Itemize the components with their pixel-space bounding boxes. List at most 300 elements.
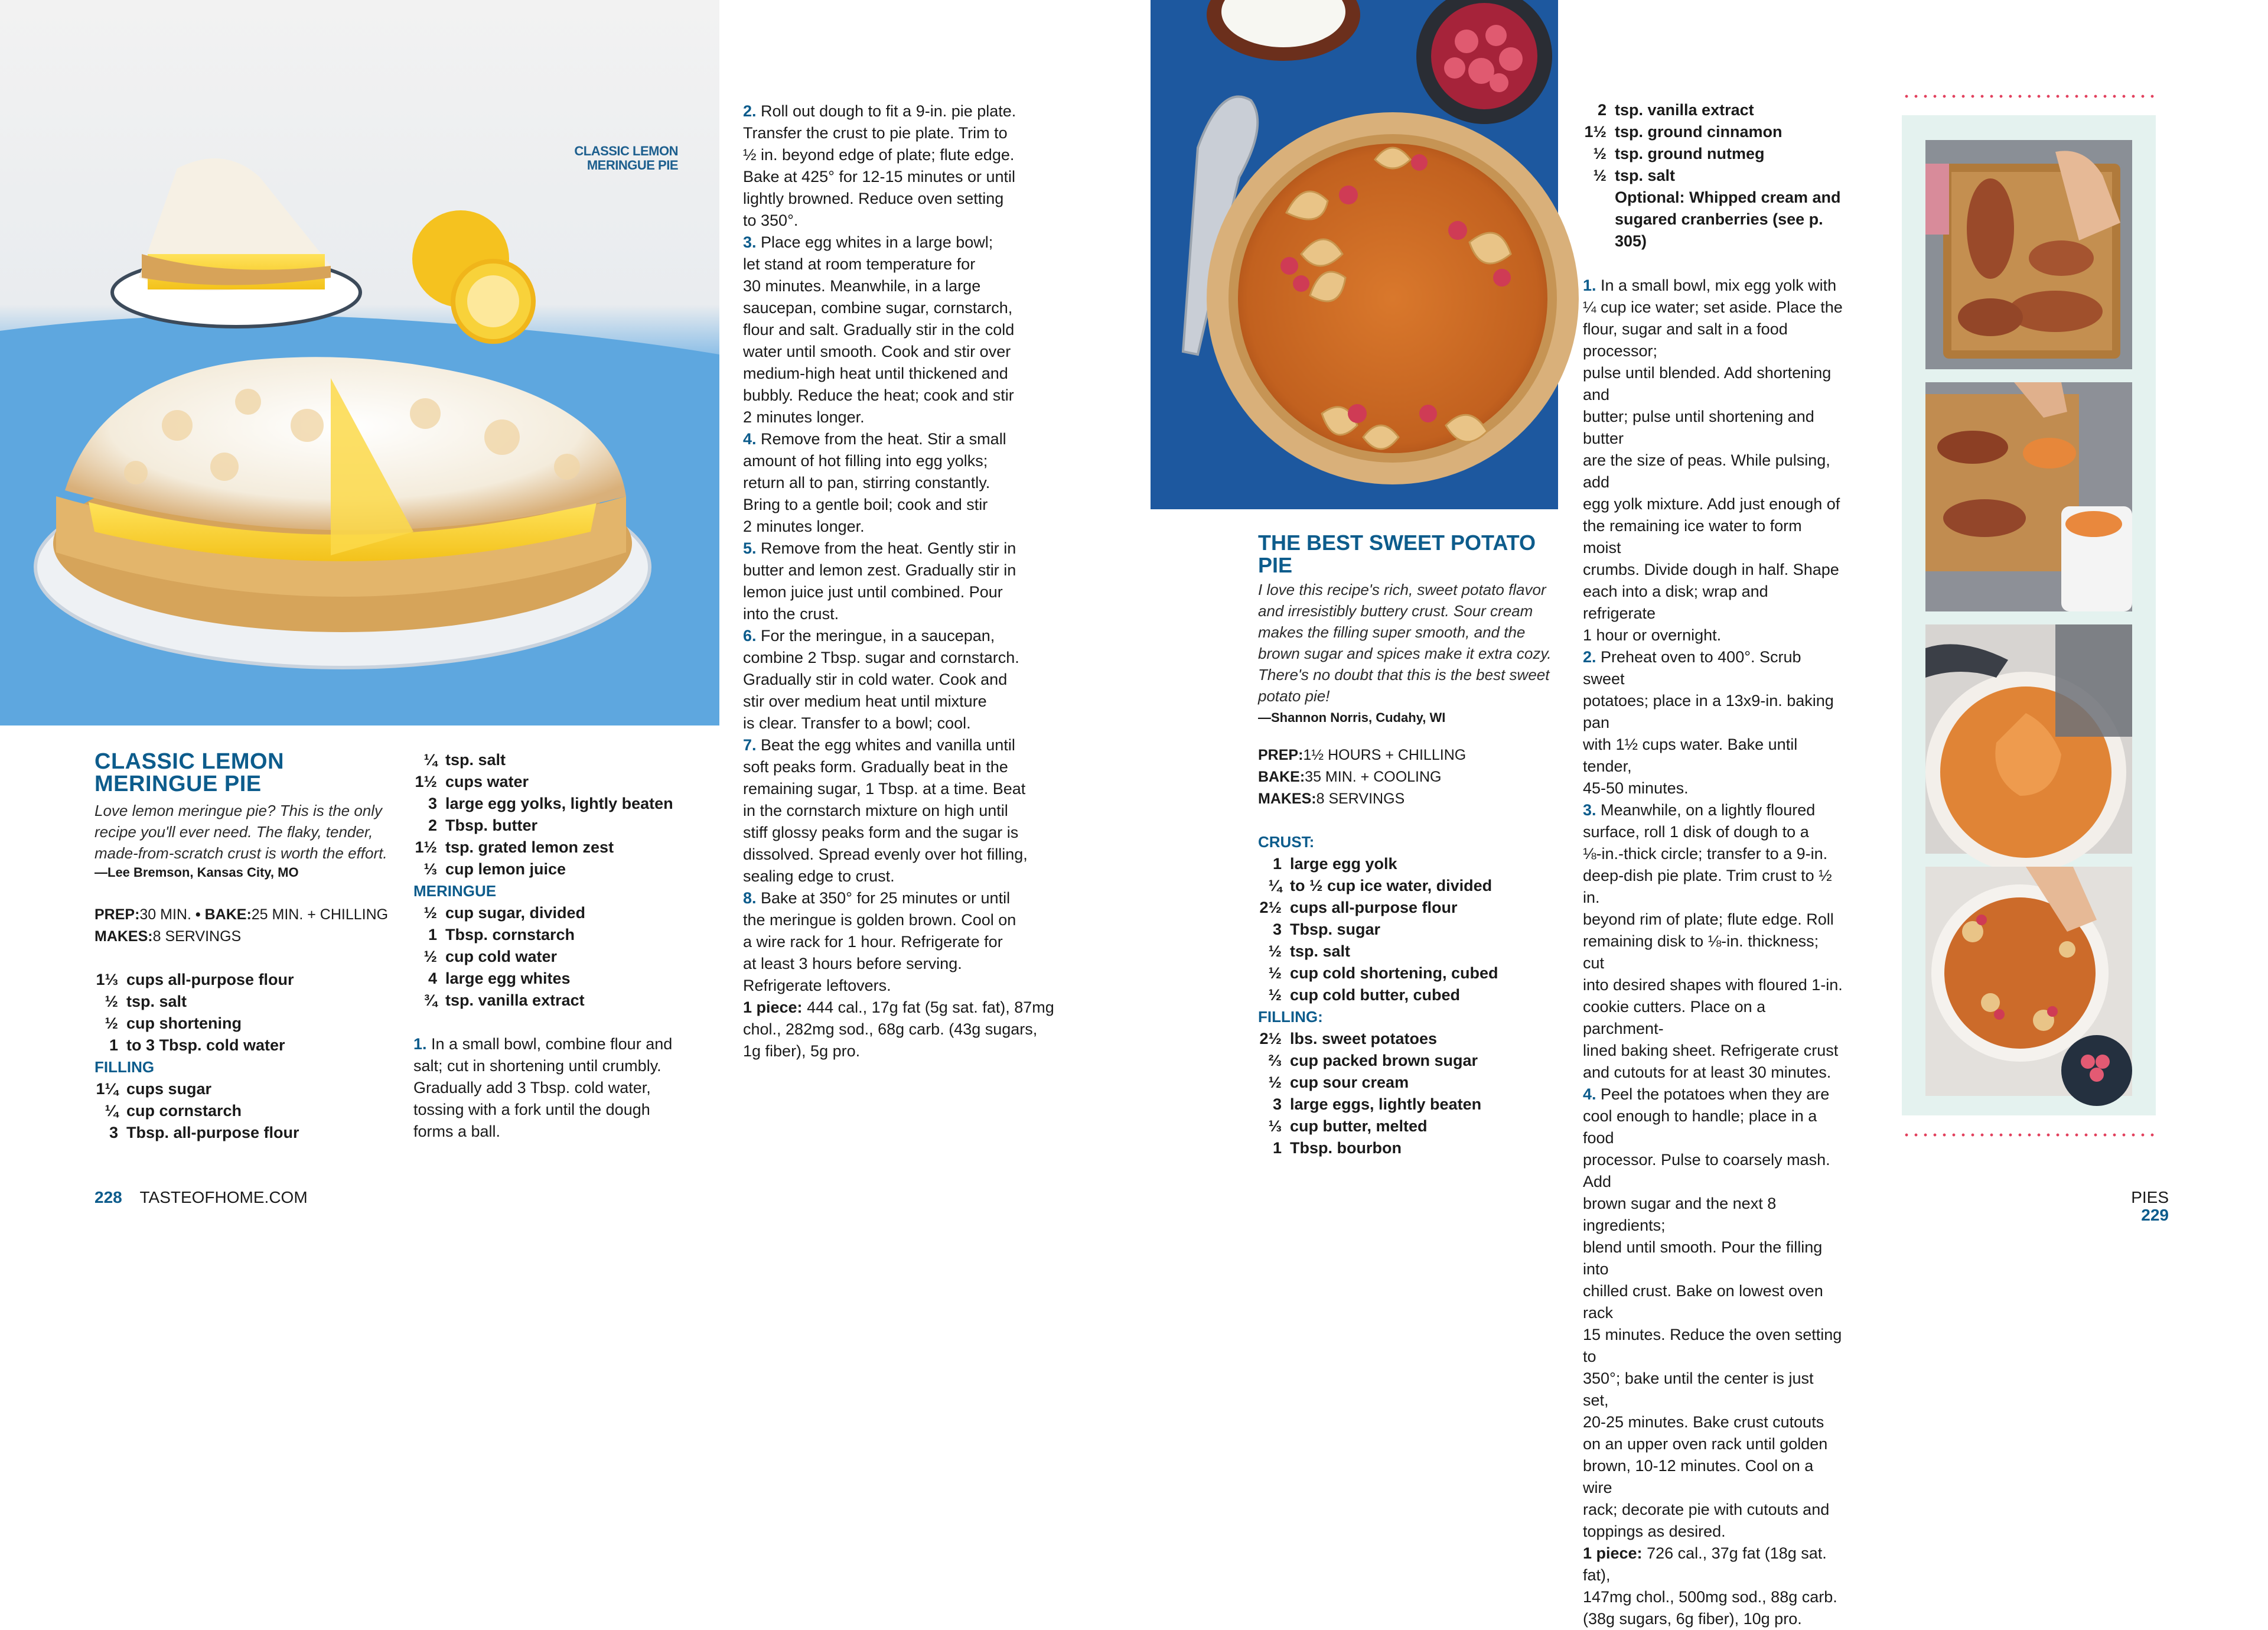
ingredient-row — [1253, 1072, 1565, 1094]
recipe-step — [743, 428, 1074, 538]
step-number: 2. — [743, 102, 757, 120]
section-name: PIES — [2131, 1188, 2169, 1206]
ingredient-item: tsp. vanilla extract — [445, 991, 585, 1009]
ingredient-qty: 1 — [109, 1036, 118, 1054]
ingredients-filling — [90, 1078, 402, 1144]
step-line: 2 minutes longer. — [743, 518, 865, 535]
step-number: 6. — [743, 627, 757, 645]
step-number: 7. — [743, 736, 757, 754]
ingredient-item: to 3 Tbsp. cold water — [126, 1036, 285, 1054]
decorating-pie-illustration — [1925, 867, 2132, 1096]
ingredient-item: to ½ cup ice water, divided — [1290, 877, 1493, 894]
ingredient-item: cup sour cream — [1290, 1073, 1409, 1091]
step-line — [743, 232, 1074, 253]
step-line: 350°; bake until the center is just set, — [1583, 1369, 1814, 1409]
ingredient-qty: 1 — [1272, 1139, 1282, 1157]
ingredient-qty: 3 — [1272, 920, 1282, 938]
step-line: Bake at 425° for 12-15 minutes or until — [743, 168, 1016, 186]
ingredient-item: large egg yolk — [1290, 855, 1397, 873]
ingredient-item: tsp. ground cinnamon — [1615, 123, 1783, 141]
prep-bake-line — [94, 904, 402, 926]
step-line — [413, 1033, 715, 1055]
step-text: In a small bowl, mix egg yolk with — [1596, 276, 1837, 294]
ingredient-qty: ½ — [105, 1014, 118, 1032]
ingredient-row — [409, 815, 715, 837]
ingredient-item: cup shortening — [126, 1014, 242, 1032]
intro-line: potato pie! — [1258, 687, 1330, 705]
ingredient-row — [1253, 875, 1565, 897]
step-line — [743, 538, 1074, 559]
step-line: 45-50 minutes. — [1583, 779, 1689, 797]
step-photo-peeling — [1925, 382, 2132, 611]
ingredient-item: cup cold water — [445, 948, 558, 965]
step-line — [743, 100, 1074, 122]
makes-label: MAKES: — [1258, 790, 1317, 807]
step-line — [743, 625, 1074, 647]
ingredient-row — [409, 771, 715, 793]
ingredient-qty: 1½ — [1584, 123, 1606, 141]
prep-value: 1½ HOURS + CHILLING — [1303, 747, 1467, 763]
makes-label: MAKES: — [94, 928, 153, 945]
ingredient-item: cup cold shortening, cubed — [1290, 964, 1498, 982]
step-line: water until smooth. Cook and stir over — [743, 343, 1011, 360]
meringue-heading: MERINGUE — [413, 882, 497, 900]
step-line — [1583, 1084, 1843, 1105]
recipe-title-line-2: MERINGUE PIE — [94, 772, 262, 796]
step-line: Refrigerate leftovers. — [743, 977, 891, 994]
nutrition-line: 1g fiber), 5g pro. — [743, 1042, 861, 1060]
step-line: with 1½ cups water. Bake until tender, — [1583, 736, 1798, 775]
ingredient-qty: 1⅓ — [96, 971, 118, 988]
sweet-potato-recipe-column-2 — [1583, 99, 1843, 1630]
recipe-title — [94, 750, 402, 795]
step-line: processor. Pulse to coarsely mash. Add — [1583, 1151, 1830, 1190]
ingredient-qty: 1½ — [415, 773, 437, 790]
step-text: Roll out dough to fit a 9-in. pie plate. — [756, 102, 1016, 120]
bake-line — [1258, 766, 1565, 788]
ingredient-item: cup cornstarch — [126, 1102, 242, 1120]
step-line: flour, sugar and salt in a food processor; — [1583, 320, 1788, 360]
step-text: Beat the egg whites and vanilla until — [756, 736, 1015, 754]
site-name: TASTEOFHOME.COM — [139, 1188, 308, 1206]
recipe-step — [743, 887, 1074, 997]
ingredient-row — [1578, 209, 1843, 252]
step-line: medium-high heat until thickened and — [743, 365, 1008, 382]
ingredient-row — [1253, 984, 1565, 1006]
ingredient-qty: ⅔ — [1268, 1052, 1282, 1069]
ingredient-row — [90, 1078, 402, 1100]
step-text: Meanwhile, on a lightly floured — [1596, 801, 1816, 819]
step-number: 8. — [743, 889, 757, 907]
step-line: butter; pulse until shortening and butter — [1583, 408, 1814, 447]
ingredient-item: Tbsp. butter — [445, 816, 537, 834]
step-line: and cutouts for at least 30 minutes. — [1583, 1063, 1832, 1081]
ingredient-row — [1578, 165, 1843, 187]
ingredient-row — [409, 902, 715, 924]
ingredients-filling — [1253, 1028, 1565, 1159]
ingredients-meringue — [409, 902, 715, 1011]
bake-value: 25 MIN. + CHILLING — [251, 906, 389, 923]
dotted-rule-bottom — [1902, 1133, 2156, 1137]
step-line: 20-25 minutes. Bake crust cutouts — [1583, 1413, 1824, 1431]
makes-value: 8 SERVINGS — [152, 928, 242, 945]
step-line — [743, 734, 1074, 756]
ingredient-qty: 2 — [428, 816, 437, 834]
ingredient-item: cup packed brown sugar — [1290, 1052, 1478, 1069]
step-line: tossing with a fork until the dough — [413, 1101, 650, 1118]
ingredient-row — [1578, 187, 1843, 209]
step-number: 1. — [1583, 276, 1596, 294]
step-photo-filling — [1925, 624, 2132, 854]
prep-line — [1258, 744, 1565, 766]
step-line: sealing edge to crust. — [743, 867, 895, 885]
ingredients-crust — [1253, 853, 1565, 1006]
recipe-step — [1583, 1084, 1843, 1543]
step-line — [1583, 275, 1843, 297]
intro-line: Love lemon meringue pie? This is the only — [94, 802, 383, 819]
dotted-rule-top — [1902, 95, 2156, 98]
step-photo-sidebar — [1902, 115, 2156, 1115]
step-text: Bake at 350° for 25 minutes or until — [756, 889, 1011, 907]
step-number: 3. — [743, 233, 757, 251]
prep-value: 30 MIN. — [139, 906, 191, 923]
ingredient-item: cups water — [445, 773, 529, 790]
ingredient-qty: ¼ — [105, 1102, 118, 1120]
step-line: lightly browned. Reduce oven setting — [743, 190, 1004, 207]
ingredient-qty: 2 — [1597, 101, 1606, 119]
ingredient-item: cup cold butter, cubed — [1290, 986, 1461, 1004]
ingredient-row — [1253, 941, 1565, 962]
step-line: 15 minutes. Reduce the oven setting to — [1583, 1326, 1842, 1365]
step-photo-decorating — [1925, 867, 2132, 1096]
recipe-title: THE BEST SWEET POTATO PIE — [1258, 531, 1536, 577]
nutrition-line: (38g sugars, 6g fiber), 10g pro. — [1583, 1610, 1802, 1628]
ingredient-row — [1253, 1137, 1565, 1159]
photo-label-line-2: MERINGUE PIE — [586, 158, 678, 173]
ingredient-qty: ½ — [105, 993, 118, 1010]
step-number: 4. — [1583, 1085, 1596, 1103]
recipe-timing — [1258, 744, 1565, 810]
recipe-title-line-1: CLASSIC LEMON — [94, 749, 285, 774]
ingredient-row — [409, 749, 715, 771]
nutrition-line — [1583, 1543, 1843, 1586]
ingredient-item: tsp. ground nutmeg — [1615, 145, 1765, 162]
recipe-step — [1583, 646, 1843, 799]
step-line: 2 minutes longer. — [743, 408, 865, 426]
step-line: forms a ball. — [413, 1123, 501, 1140]
recipe-intro — [94, 800, 402, 864]
lemon-recipe-steps-column — [743, 100, 1074, 1062]
step-line: into the crust. — [743, 605, 839, 623]
nutrition-label: 1 piece: — [1583, 1544, 1643, 1562]
recipe-timing — [94, 904, 402, 948]
step-line: to 350°. — [743, 212, 799, 229]
step-line: blend until smooth. Pour the filling into — [1583, 1238, 1823, 1278]
ingredient-qty: 1 — [428, 926, 437, 943]
recipe-step — [743, 734, 1074, 887]
step-line: Gradually add 3 Tbsp. cold water, — [413, 1079, 651, 1097]
ingredient-row — [409, 968, 715, 990]
step-line: dissolved. Spread evenly over hot filling, — [743, 845, 1028, 863]
nutrition-facts — [743, 997, 1074, 1062]
ingredient-qty: ½ — [423, 904, 437, 922]
step-line: a wire rack for 1 hour. Refrigerate for — [743, 933, 1003, 951]
ingredient-row — [1578, 143, 1843, 165]
peeling-potatoes-illustration — [1925, 382, 2132, 611]
step-line: stir over medium heat until mixture — [743, 692, 987, 710]
ingredient-qty: 3 — [1272, 1095, 1282, 1113]
ingredient-item: sugared cranberries (see p. 305) — [1615, 210, 1823, 250]
ingredient-row — [90, 969, 402, 991]
step-line: ½ in. beyond edge of plate; flute edge. — [743, 146, 1015, 164]
recipe-step — [743, 625, 1074, 734]
step-line: remaining disk to ⅛-in. thickness; cut — [1583, 932, 1819, 972]
ingredient-item: tsp. salt — [126, 993, 187, 1010]
left-page — [0, 0, 1134, 1255]
step-line: surface, roll 1 disk of dough to a — [1583, 823, 1809, 841]
step-line: return all to pan, stirring constantly. — [743, 474, 990, 492]
ingredient-item: Tbsp. sugar — [1290, 920, 1381, 938]
ingredient-qty: ¼ — [423, 751, 437, 769]
step-line: 1 hour or overnight. — [1583, 626, 1722, 644]
step-line: beyond rim of plate; flute edge. Roll — [1583, 910, 1834, 928]
step-line: brown, 10-12 minutes. Cool on a wire — [1583, 1457, 1814, 1496]
ingredient-qty: 3 — [428, 795, 437, 812]
step-number: 5. — [743, 539, 757, 557]
ingredient-row — [1253, 919, 1565, 941]
ingredient-qty: ½ — [1268, 986, 1282, 1004]
page-number: 229 — [2141, 1206, 2169, 1224]
recipe-intro — [1258, 579, 1565, 707]
ingredient-row — [1253, 1028, 1565, 1050]
ingredient-item: tsp. grated lemon zest — [445, 838, 614, 856]
sweet-potato-steps — [1583, 275, 1843, 1630]
step-line: in the cornstarch mixture on high until — [743, 802, 1008, 819]
step-line — [1583, 799, 1843, 821]
page-number: 228 — [94, 1188, 122, 1206]
ingredient-row — [90, 991, 402, 1013]
nutrition-line — [743, 997, 1074, 1019]
makes-value: 8 SERVINGS — [1316, 790, 1405, 807]
step-line: each into a disk; wrap and refrigerate — [1583, 583, 1768, 622]
ingredients-filling-cont — [409, 749, 715, 880]
ingredient-qty: 3 — [109, 1124, 118, 1141]
recipe-step — [743, 232, 1074, 428]
ingredient-row — [1253, 853, 1565, 875]
ingredient-item: cups all-purpose flour — [1290, 899, 1458, 916]
left-folio — [94, 1189, 308, 1206]
step-line: let stand at room temperature for — [743, 255, 976, 273]
ingredient-item: Optional: Whipped cream and — [1615, 188, 1841, 206]
ingredient-row — [1253, 1115, 1565, 1137]
step-line: amount of hot filling into egg yolks; — [743, 452, 988, 470]
ingredient-row — [90, 1013, 402, 1034]
ingredient-item: tsp. salt — [1290, 942, 1351, 960]
intro-line: I love this recipe's rich, sweet potato flavor — [1258, 581, 1546, 598]
prep-label: PREP: — [1258, 747, 1304, 763]
ingredient-item: cup lemon juice — [445, 860, 566, 878]
sweet-potatoes-illustration — [1925, 140, 2132, 369]
nutrition-line: chol., 282mg sod., 68g carb. (43g sugars, — [743, 1020, 1038, 1038]
recipe-byline: —Shannon Norris, Cudahy, WI — [1258, 710, 1446, 725]
step-line: butter and lemon zest. Gradually stir in — [743, 561, 1016, 579]
step-line: bubbly. Reduce the heat; cook and stir — [743, 386, 1014, 404]
step-line: on an upper oven rack until golden — [1583, 1435, 1828, 1453]
nutrition-facts — [1583, 1543, 1843, 1630]
prep-label: PREP: — [94, 906, 140, 923]
step-line: the meringue is golden brown. Cool on — [743, 911, 1016, 929]
ingredient-qty: ½ — [1593, 145, 1606, 162]
step-text: Preheat oven to 400°. Scrub sweet — [1583, 648, 1801, 688]
step-number: 1. — [413, 1035, 427, 1053]
recipe-byline: —Lee Bremson, Kansas City, MO — [94, 865, 299, 880]
step-line: cookie cutters. Place on a parchment- — [1583, 998, 1766, 1037]
ingredient-item: Tbsp. cornstarch — [445, 926, 575, 943]
ingredient-qty: ¼ — [1268, 877, 1282, 894]
step-line: potatoes; place in a 13x9-in. baking pan — [1583, 692, 1834, 731]
nutrition-text: 726 cal., 37g fat (18g sat. fat), — [1583, 1544, 1827, 1584]
ingredient-item: tsp. salt — [445, 751, 506, 769]
ingredient-item: large egg whites — [445, 969, 571, 987]
ingredient-row — [90, 1034, 402, 1056]
step-line: ⅛-in.-thick circle; transfer to a 9-in. — [1583, 845, 1828, 863]
nutrition-text: 444 cal., 17g fat (5g sat. fat), 87mg — [802, 998, 1054, 1016]
intro-line: There's no doubt that this is the best sweet — [1258, 666, 1550, 684]
ingredient-row — [409, 946, 715, 968]
ingredient-row — [1253, 1050, 1565, 1072]
ingredient-row — [1253, 1094, 1565, 1115]
ingredient-item: tsp. salt — [1615, 167, 1676, 184]
step-line: remaining sugar, 1 Tbsp. at a time. Beat — [743, 780, 1026, 798]
step-text: For the meringue, in a saucepan, — [756, 627, 995, 645]
step-line — [743, 428, 1074, 450]
recipe-step — [1583, 799, 1843, 1084]
bake-label: BAKE: — [204, 906, 252, 923]
ingredient-row — [1578, 121, 1843, 143]
step-text: In a small bowl, combine flour and — [426, 1035, 673, 1053]
ingredient-item: cup sugar, divided — [445, 904, 586, 922]
lemon-recipe-column-2 — [413, 749, 715, 1143]
ingredient-qty — [1578, 209, 1615, 252]
intro-line: makes the filling super smooth, and the — [1258, 623, 1526, 641]
ingredient-item: cups all-purpose flour — [126, 971, 294, 988]
step-line: lemon juice just until combined. Pour — [743, 583, 1003, 601]
ingredient-qty: ½ — [1593, 167, 1606, 184]
crust-heading: CRUST: — [1258, 833, 1315, 851]
recipe-step — [743, 538, 1074, 625]
nutrition-line: 147mg chol., 500mg sod., 88g carb. — [1583, 1588, 1837, 1606]
step-line: toppings as desired. — [1583, 1522, 1726, 1540]
ingredient-item: Tbsp. all-purpose flour — [126, 1124, 299, 1141]
step-line: stiff glossy peaks form and the sugar is — [743, 824, 1019, 841]
ingredient-item: lbs. sweet potatoes — [1290, 1030, 1438, 1047]
step-line: chilled crust. Bake on lowest oven rack — [1583, 1282, 1823, 1322]
ingredient-row — [409, 990, 715, 1011]
step-1 — [413, 1033, 715, 1143]
ingredient-item: large egg yolks, lightly beaten — [445, 795, 673, 812]
step-line: the remaining ice water to form moist — [1583, 517, 1802, 557]
step-number: 4. — [743, 430, 757, 448]
step-line: Bring to a gentle boil; cook and stir — [743, 496, 988, 513]
step-line: flour and salt. Gradually stir in the cold — [743, 321, 1015, 339]
step-line: brown sugar and the next 8 ingredients; — [1583, 1195, 1777, 1234]
ingredient-row — [409, 837, 715, 858]
ingredient-item: large eggs, lightly beaten — [1290, 1095, 1482, 1113]
ingredient-row — [409, 924, 715, 946]
step-line: Gradually stir in cold water. Cook and — [743, 671, 1008, 688]
step-line: soft peaks form. Gradually beat in the — [743, 758, 1008, 776]
recipe-step — [743, 100, 1074, 232]
ingredient-qty: 1¼ — [96, 1080, 118, 1098]
step-text: Place egg whites in a large bowl; — [756, 233, 993, 251]
ingredient-qty: 1½ — [415, 838, 437, 856]
step-line: rack; decorate pie with cutouts and — [1583, 1501, 1830, 1518]
bake-label: BAKE: — [1258, 769, 1305, 785]
ingredient-qty: ¾ — [423, 991, 437, 1009]
makes-line — [1258, 788, 1565, 810]
ingredient-qty: ½ — [1268, 942, 1282, 960]
makes-line — [94, 926, 402, 948]
step-line — [1583, 646, 1843, 690]
sweet-potato-pie-photo — [1151, 0, 1558, 509]
bullet: • — [195, 906, 201, 923]
photo-label — [560, 144, 678, 173]
ingredient-row — [1253, 897, 1565, 919]
step-line: crumbs. Divide dough in half. Shape — [1583, 561, 1839, 578]
step-text: Remove from the heat. Stir a small — [756, 430, 1006, 448]
sweet-potato-pie-illustration — [1151, 0, 1558, 509]
step-line: into desired shapes with floured 1-in. — [1583, 976, 1843, 994]
step-line: salt; cut in shortening until crumbly. — [413, 1057, 662, 1075]
step-line — [743, 887, 1074, 909]
lemon-meringue-pie-photo — [0, 0, 719, 725]
ingredient-row — [90, 1122, 402, 1144]
recipe-step — [1583, 275, 1843, 646]
ingredient-qty: 2½ — [1259, 899, 1282, 916]
step-photo-sweet-potatoes — [1925, 140, 2132, 369]
step-line: deep-dish pie plate. Trim crust to ½ in. — [1583, 867, 1832, 906]
intro-line: recipe you'll ever need. The flaky, tender, — [94, 823, 373, 841]
step-line: cool enough to handle; place in a food — [1583, 1107, 1817, 1147]
filling-heading: FILLING — [94, 1058, 155, 1076]
step-line: 30 minutes. Meanwhile, in a large — [743, 277, 981, 295]
ingredient-row — [90, 1100, 402, 1122]
step-number: 2. — [1583, 648, 1596, 666]
ingredients-filling-cont — [1578, 99, 1843, 252]
step-line: at least 3 hours before serving. — [743, 955, 962, 972]
ingredient-qty: 1 — [1272, 855, 1282, 873]
right-page — [1134, 0, 2268, 1628]
ingredient-row — [1253, 962, 1565, 984]
lemon-meringue-pie-illustration — [0, 0, 719, 725]
ingredient-item: cups sugar — [126, 1080, 212, 1098]
ingredient-row — [1578, 99, 1843, 121]
filling-heading: FILLING: — [1258, 1008, 1323, 1026]
ingredients-crust — [90, 969, 402, 1056]
ingredient-qty: ½ — [423, 948, 437, 965]
sweet-potato-recipe-column-1 — [1258, 532, 1565, 1159]
step-line: Transfer the crust to pie plate. Trim to — [743, 124, 1008, 142]
ingredient-qty: ½ — [1268, 1073, 1282, 1091]
ingredient-item: cup butter, melted — [1290, 1117, 1428, 1135]
ingredient-row — [409, 793, 715, 815]
step-number: 3. — [1583, 801, 1596, 819]
step-line: pulse until blended. Add shortening and — [1583, 364, 1832, 404]
lemon-recipe-column-1 — [94, 750, 402, 1144]
ingredient-qty: ⅓ — [1268, 1117, 1282, 1135]
ingredient-qty: 4 — [428, 969, 437, 987]
ingredient-qty: ⅓ — [423, 860, 437, 878]
